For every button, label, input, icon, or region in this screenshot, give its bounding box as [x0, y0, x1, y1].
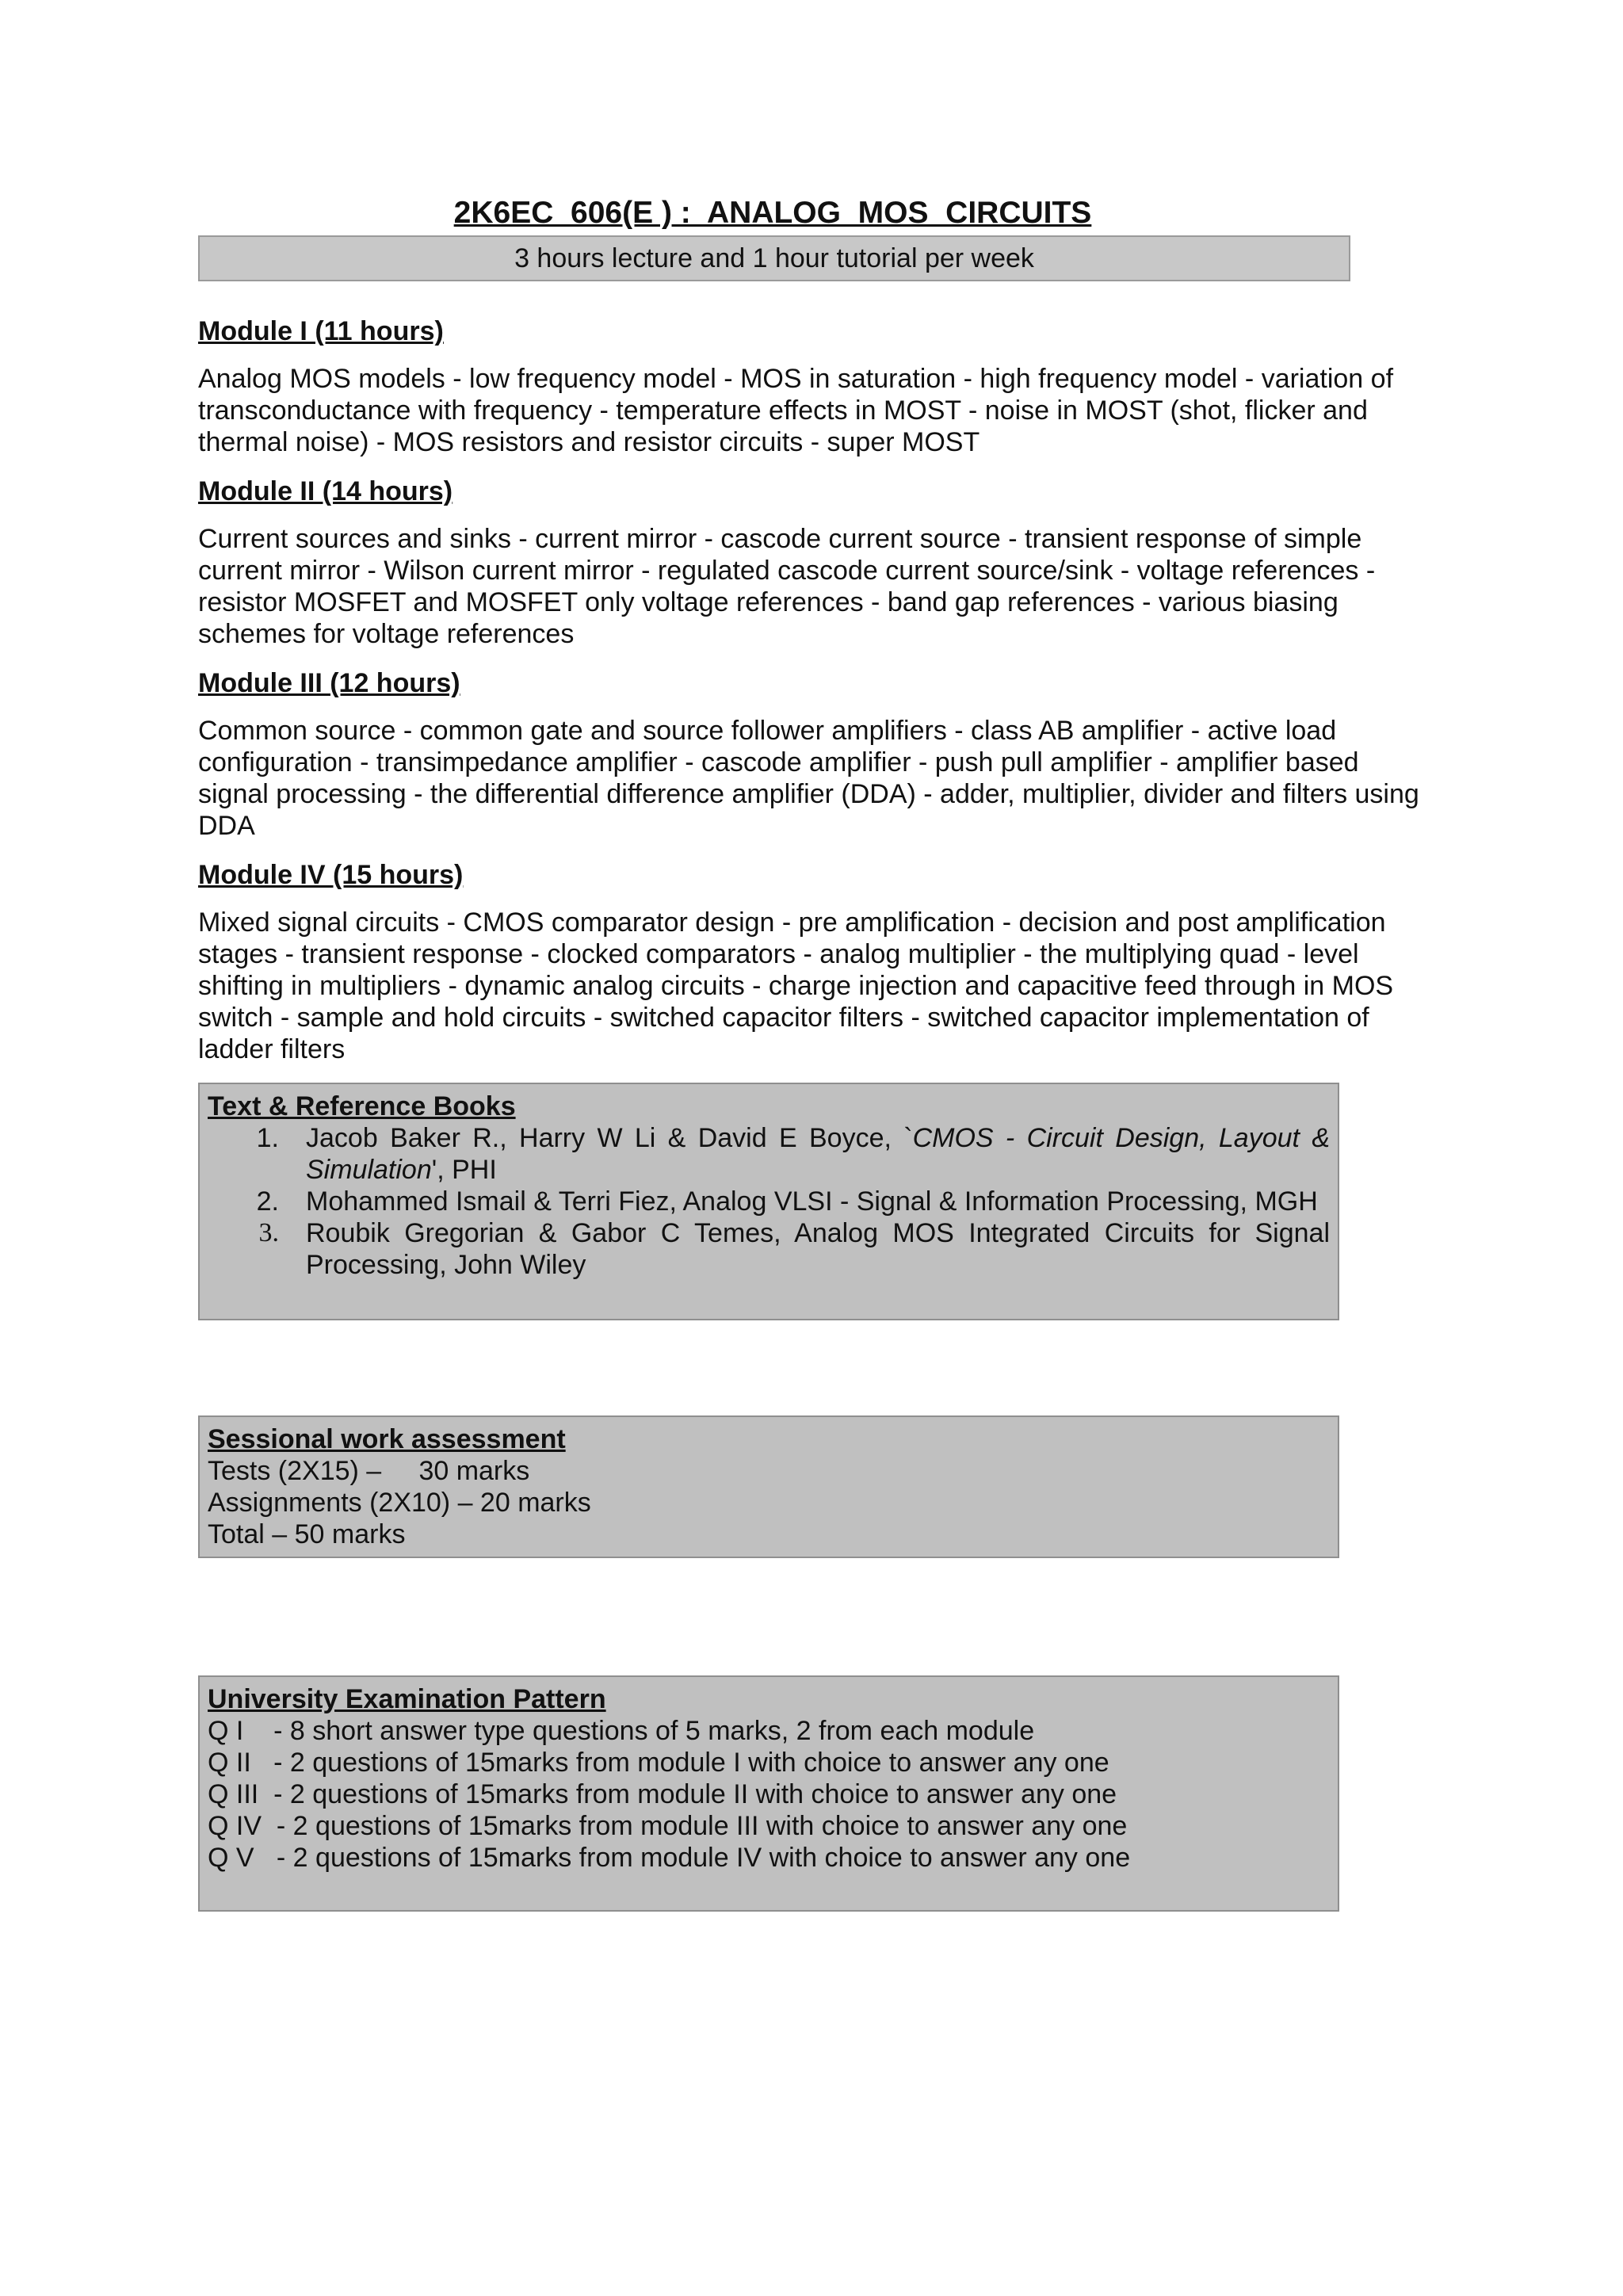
module-3	[198, 667, 1434, 842]
module-2	[198, 476, 1434, 650]
module-4	[198, 859, 1434, 1065]
exam-line-q2: Q II - 2 questions of 15marks from module I with choice to answer any one	[208, 1748, 1109, 1778]
module-4-body: Mixed signal circuits - CMOS comparator design - pre amplification - decision and post amplification stages - transient response - clocked comparators - analog multiplier - the multiplying quad - level shifting in multipliers - dynamic analog circuits - charge injection and capacitive feed through in MOS switch - sample and hold circuits - switched capacitor filters - switched capacitor implementation of ladder filters	[198, 907, 1394, 1064]
book-number: 1.	[256, 1123, 279, 1153]
book-number: 3.	[258, 1218, 279, 1247]
module-2-heading: Module II (14 hours)	[198, 476, 453, 506]
exam-pattern-heading: University Examination Pattern	[208, 1684, 606, 1714]
exam-pattern-box	[198, 1675, 1339, 1912]
book-title: CMOS - Circuit Design, Layout & Simulation	[306, 1123, 1330, 1185]
exam-line-q4: Q IV - 2 questions of 15marks from module III with choice to answer any one	[208, 1811, 1128, 1841]
module-3-body: Common source - common gate and source follower amplifiers - class AB amplifier - active load configuration - transimpedance amplifier - cascode amplifier - push pull amplifier - amplifier based signal processing - the differential difference amplifier (DDA) - adder, multiplier, divider and filters using DDA	[198, 716, 1419, 841]
hours-banner	[198, 235, 1350, 281]
hours-banner-text: 3 hours lecture and 1 hour tutorial per week	[514, 243, 1034, 273]
book-item	[208, 1186, 1330, 1217]
reference-books-box	[198, 1083, 1339, 1320]
module-1	[198, 315, 1434, 458]
reference-books-list	[208, 1122, 1330, 1281]
book-citation: Roubik Gregorian & Gabor C Temes, Analog MOS Integrated Circuits for Signal Processing, John Wiley	[306, 1218, 1330, 1280]
sessional-line-total: Total – 50 marks	[208, 1519, 406, 1549]
module-1-body: Analog MOS models - low frequency model - MOS in saturation - high frequency model - variation of transconductance with frequency - temperature effects in MOST - noise in MOST (shot, flicker and thermal noise) - MOS resistors and resistor circuits - super MOST	[198, 364, 1394, 457]
book-number: 2.	[256, 1186, 279, 1217]
module-2-body: Current sources and sinks - current mirror - cascode current source - transient response of simple current mirror - Wilson current mirror - regulated cascode current source/sink - voltage references - resistor MOSFET and MOSFET only voltage references - band gap references - various biasing schemes for voltage references	[198, 524, 1376, 649]
book-authors: Jacob Baker R., Harry W Li & David E Boyce, `	[306, 1123, 913, 1153]
book-item	[208, 1122, 1330, 1186]
course-title: 2K6EC 606(E ) : ANALOG MOS CIRCUITS	[453, 196, 1092, 230]
module-1-heading: Module I (11 hours)	[198, 316, 444, 346]
book-publisher: ', PHI	[431, 1155, 497, 1185]
exam-line-q1: Q I - 8 short answer type questions of 5 marks, 2 from each module	[208, 1716, 1035, 1746]
book-citation: Mohammed Ismail & Terri Fiez, Analog VLSI - Signal & Information Processing, MGH	[306, 1186, 1318, 1217]
module-3-heading: Module III (12 hours)	[198, 668, 460, 698]
exam-line-q5: Q V - 2 questions of 15marks from module IV with choice to answer any one	[208, 1843, 1131, 1873]
sessional-line-assignments: Assignments (2X10) – 20 marks	[208, 1488, 591, 1518]
module-4-heading: Module IV (15 hours)	[198, 860, 464, 890]
book-item	[208, 1217, 1330, 1281]
book-citation	[306, 1122, 1330, 1186]
sessional-assessment-heading: Sessional work assessment	[208, 1424, 566, 1454]
reference-books-heading: Text & Reference Books	[208, 1091, 516, 1121]
exam-line-q3: Q III - 2 questions of 15marks from module II with choice to answer any one	[208, 1779, 1117, 1809]
sessional-line-tests: Tests (2X15) – 30 marks	[208, 1456, 530, 1486]
sessional-assessment-box	[198, 1415, 1339, 1558]
